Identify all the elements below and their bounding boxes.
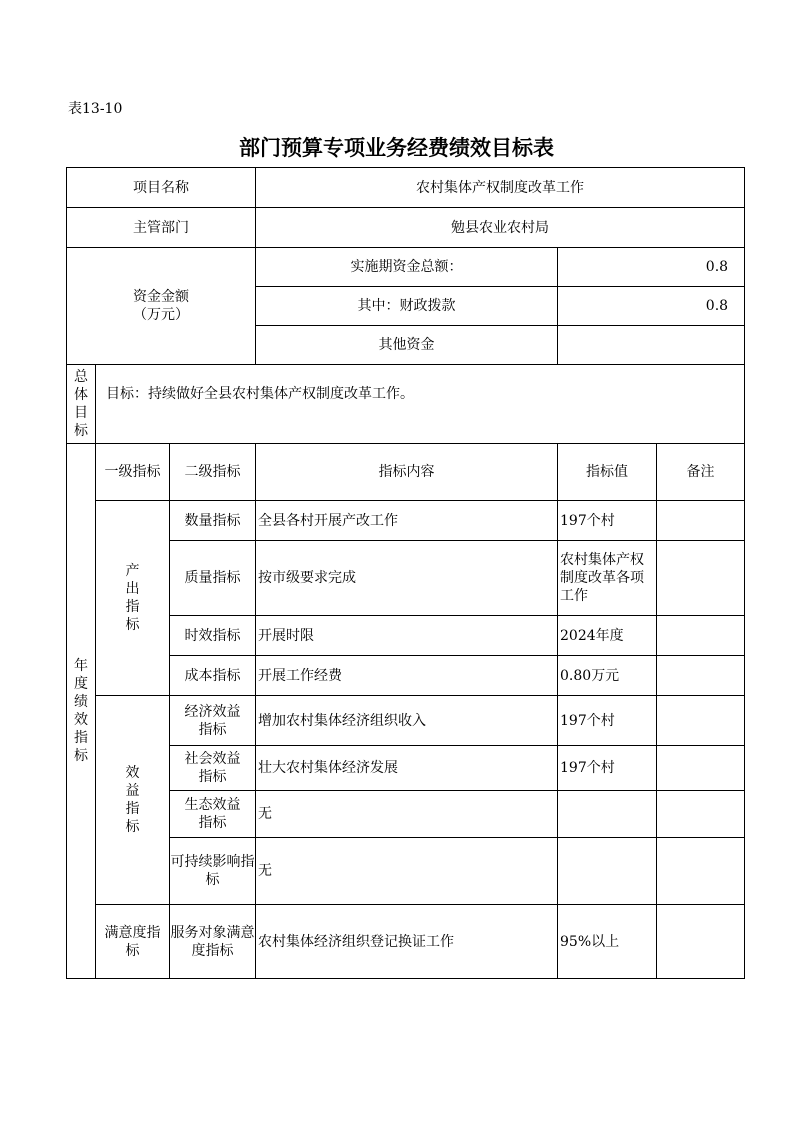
indicator-content: 无 bbox=[256, 838, 558, 905]
satisfaction-indicator-label: 满意度指标 bbox=[96, 905, 170, 979]
funds-label bbox=[67, 248, 256, 365]
funds-label-line2: （万元） bbox=[133, 307, 189, 323]
indicator-note bbox=[657, 696, 745, 746]
performance-target-table bbox=[66, 167, 745, 979]
project-name-value: 农村集体产权制度改革工作 bbox=[256, 168, 745, 208]
department-row bbox=[67, 208, 745, 248]
indicator-content: 开展时限 bbox=[256, 616, 558, 656]
table-row bbox=[67, 696, 745, 746]
indicator-name: 服务对象满意度指标 bbox=[170, 905, 256, 979]
header-level1: 一级指标 bbox=[96, 444, 170, 501]
table-number: 表13-10 bbox=[68, 101, 123, 117]
project-name-label: 项目名称 bbox=[67, 168, 256, 208]
indicator-note bbox=[657, 838, 745, 905]
project-name-row bbox=[67, 168, 745, 208]
indicator-note bbox=[657, 501, 745, 541]
indicator-name: 时效指标 bbox=[170, 616, 256, 656]
header-content: 指标内容 bbox=[256, 444, 558, 501]
funds-total-label: 实施期资金总额： bbox=[256, 248, 558, 287]
indicator-content: 开展工作经费 bbox=[256, 656, 558, 696]
header-value: 指标值 bbox=[558, 444, 657, 501]
table-row bbox=[67, 905, 745, 979]
page-title: 部门预算专项业务经费绩效目标表 bbox=[239, 136, 554, 160]
funds-fiscal-label: 其中：财政拨款 bbox=[256, 287, 558, 326]
benefit-indicator-label: 效益指标 bbox=[96, 696, 170, 905]
funds-total-row bbox=[67, 248, 745, 287]
indicator-content: 壮大农村集体经济发展 bbox=[256, 746, 558, 791]
indicator-note bbox=[657, 541, 745, 616]
department-label: 主管部门 bbox=[67, 208, 256, 248]
indicator-note bbox=[657, 905, 745, 979]
indicator-content: 全县各村开展产改工作 bbox=[256, 501, 558, 541]
overall-goal-text: 目标：持续做好全县农村集体产权制度改革工作。 bbox=[96, 365, 745, 444]
header-note: 备注 bbox=[657, 444, 745, 501]
overall-goal-label: 总体目标 bbox=[67, 365, 96, 444]
annual-indicator-label: 年度绩效指标 bbox=[67, 444, 96, 979]
indicator-content: 无 bbox=[256, 791, 558, 838]
indicator-name: 社会效益指标 bbox=[170, 746, 256, 791]
funds-other-value bbox=[558, 326, 745, 365]
output-indicator-label: 产出指标 bbox=[96, 501, 170, 696]
table-row bbox=[67, 501, 745, 541]
indicator-note bbox=[657, 791, 745, 838]
indicator-value bbox=[558, 791, 657, 838]
indicator-value: 95%以上 bbox=[558, 905, 657, 979]
header-level2: 二级指标 bbox=[170, 444, 256, 501]
funds-fiscal-value: 0.8 bbox=[558, 287, 745, 326]
funds-label-line1: 资金金额 bbox=[133, 289, 189, 305]
indicator-value: 0.80万元 bbox=[558, 656, 657, 696]
indicator-value: 197个村 bbox=[558, 696, 657, 746]
indicator-value: 2024年度 bbox=[558, 616, 657, 656]
indicator-header-row bbox=[67, 444, 745, 501]
indicator-note bbox=[657, 746, 745, 791]
indicator-value bbox=[558, 838, 657, 905]
indicator-name: 成本指标 bbox=[170, 656, 256, 696]
indicator-content: 农村集体经济组织登记换证工作 bbox=[256, 905, 558, 979]
indicator-value: 农村集体产权制度改革各项工作 bbox=[558, 541, 657, 616]
indicator-name: 经济效益指标 bbox=[170, 696, 256, 746]
indicator-name: 质量指标 bbox=[170, 541, 256, 616]
funds-other-label: 其他资金 bbox=[256, 326, 558, 365]
indicator-note bbox=[657, 656, 745, 696]
funds-total-value: 0.8 bbox=[558, 248, 745, 287]
indicator-name: 生态效益指标 bbox=[170, 791, 256, 838]
indicator-value: 197个村 bbox=[558, 501, 657, 541]
indicator-value: 197个村 bbox=[558, 746, 657, 791]
indicator-content: 按市级要求完成 bbox=[256, 541, 558, 616]
indicator-name: 可持续影响指标 bbox=[170, 838, 256, 905]
department-value: 勉县农业农村局 bbox=[256, 208, 745, 248]
overall-goal-row bbox=[67, 365, 745, 444]
indicator-name: 数量指标 bbox=[170, 501, 256, 541]
indicator-content: 增加农村集体经济组织收入 bbox=[256, 696, 558, 746]
indicator-note bbox=[657, 616, 745, 656]
